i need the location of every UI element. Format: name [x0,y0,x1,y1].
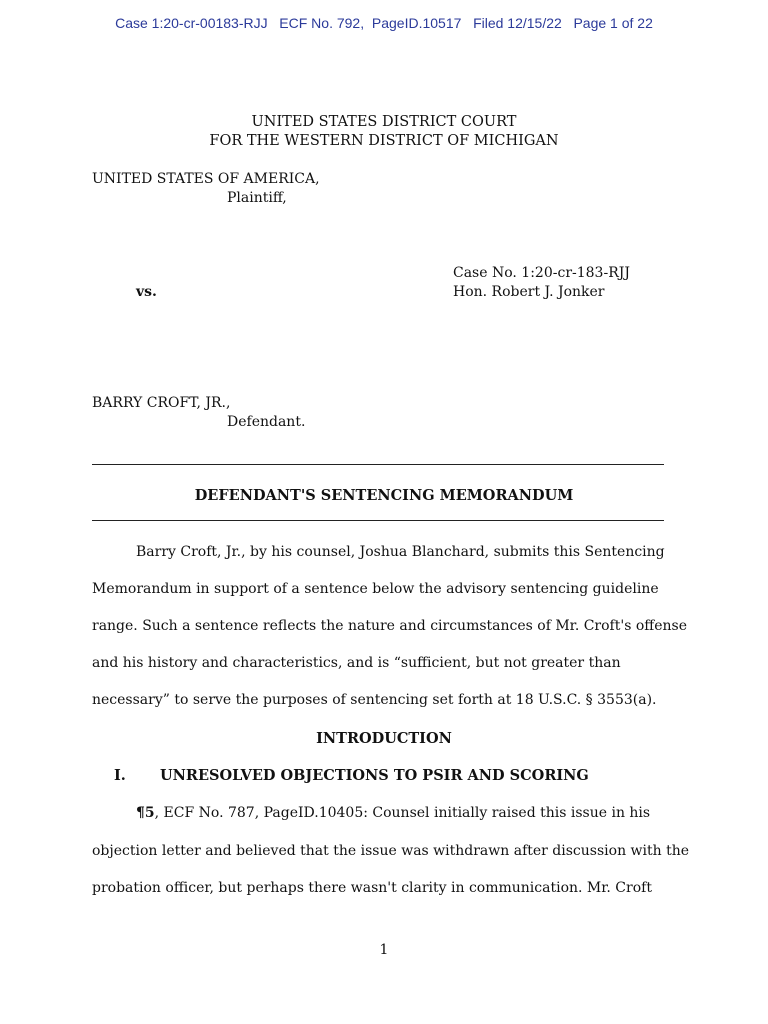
judge-name: Hon. Robert J. Jonker [453,284,605,300]
title-rule-top [92,464,664,465]
paragraph-text: , ECF No. 787, PageID.10405: Counsel initially raised this issue in his [154,805,651,821]
ecf-header-stamp: Case 1:20-cr-00183-RJJ ECF No. 792, PageID.10517 Filed 12/15/22 Page 1 of 22 [115,15,653,31]
page-number: 1 [379,942,389,958]
intro-paragraph-line: necessary” to serve the purposes of sentencing set forth at 18 U.S.C. § 3553(a). [92,692,657,708]
plaintiff-name: UNITED STATES OF AMERICA, [92,171,320,187]
title-rule-bottom [92,520,664,521]
plaintiff-role: Plaintiff, [227,190,287,206]
versus-label: vs. [136,284,157,300]
court-name-line-1: UNITED STATES DISTRICT COURT [251,114,517,130]
section-paragraph-line-3: probation officer, but perhaps there wasn't clarity in communication. Mr. Croft [92,880,652,896]
intro-paragraph-line: Barry Croft, Jr., by his counsel, Joshua Blanchard, submits this Sentencing [136,544,665,560]
section-number: I. [114,767,126,784]
case-number: Case No. 1:20-cr-183-RJJ [453,265,630,281]
section-title: UNRESOLVED OBJECTIONS TO PSIR AND SCORING [160,767,589,784]
section-paragraph-line-1 [136,804,650,823]
intro-paragraph-line: range. Such a sentence reflects the nature and circumstances of Mr. Croft's offense [92,618,687,634]
document-title: DEFENDANT'S SENTENCING MEMORANDUM [194,487,574,504]
paragraph-reference: ¶5 [136,805,155,821]
court-name-line-2: FOR THE WESTERN DISTRICT OF MICHIGAN [209,133,559,149]
intro-paragraph-line: and his history and characteristics, and is “sufficient, but not greater than [92,655,621,671]
section-paragraph-line-2: objection letter and believed that the issue was withdrawn after discussion with the [92,843,690,859]
intro-paragraph-line: Memorandum in support of a sentence below the advisory sentencing guideline [92,581,659,597]
introduction-heading: INTRODUCTION [316,730,452,747]
defendant-name: BARRY CROFT, JR., [92,395,231,411]
defendant-role: Defendant. [227,414,306,430]
